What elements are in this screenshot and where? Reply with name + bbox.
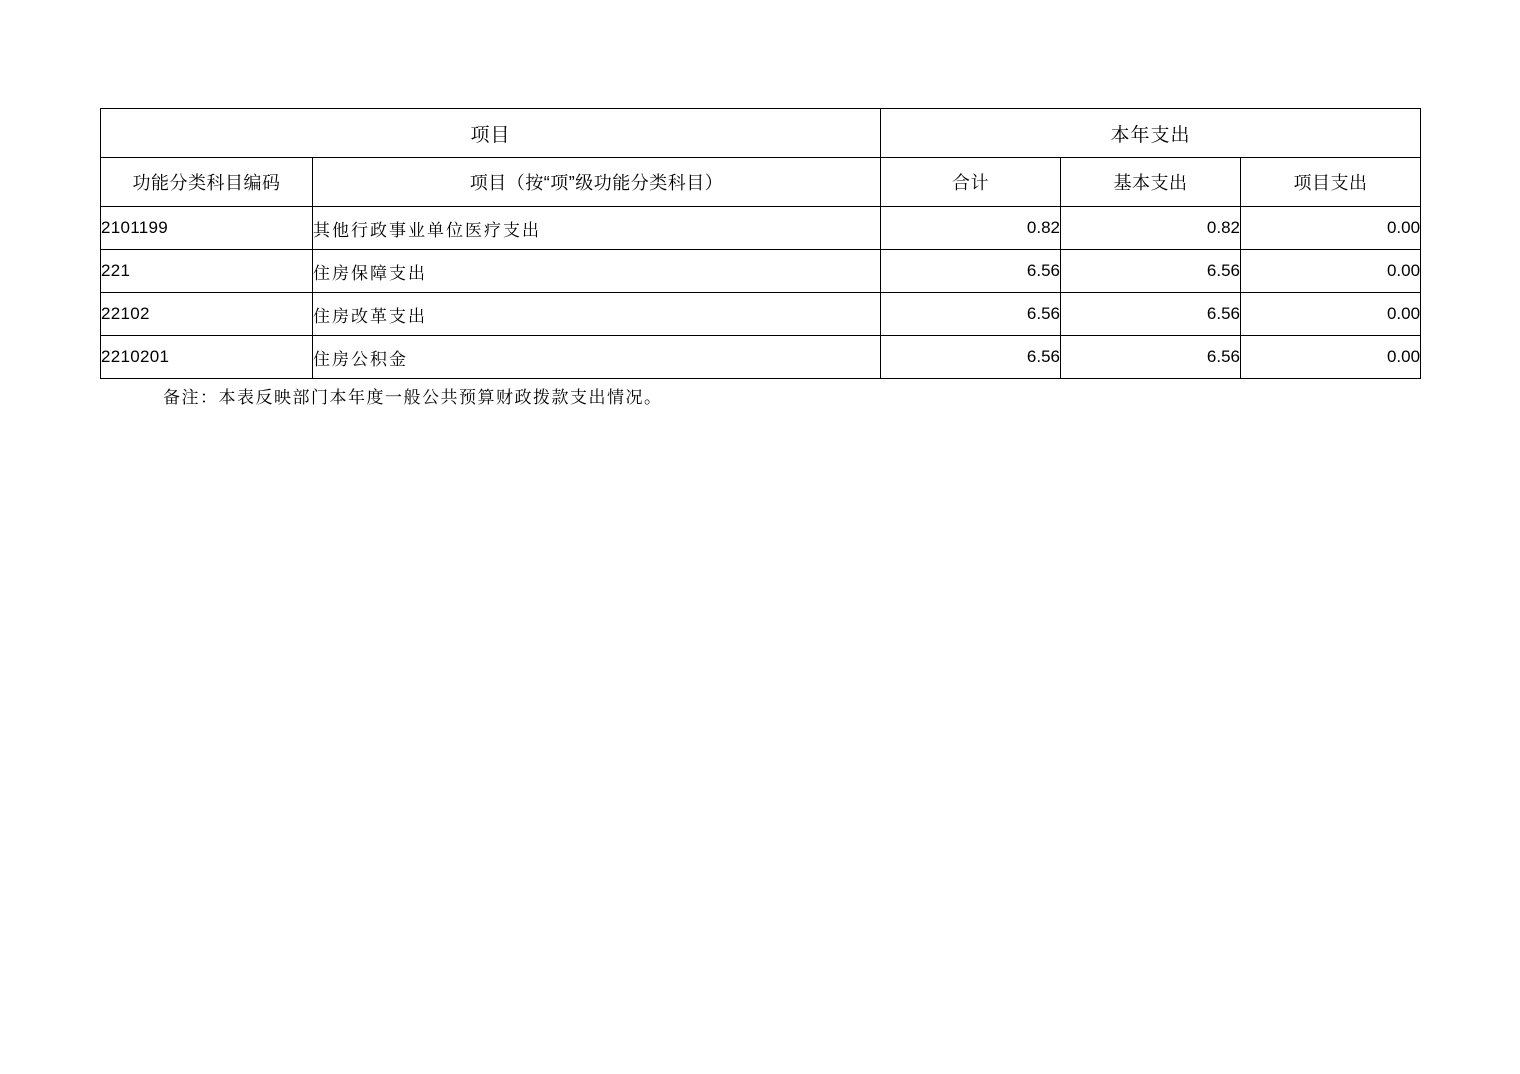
cell-basic: 0.82: [1061, 207, 1241, 250]
header-group-current-year-expenditure: 本年支出: [881, 109, 1421, 158]
table-row: [101, 207, 1421, 250]
cell-project: 0.00: [1241, 293, 1421, 336]
column-header-name: 项目（按“项”级功能分类科目）: [313, 158, 881, 207]
cell-code: 2101199: [101, 207, 313, 250]
cell-total: 0.82: [881, 207, 1061, 250]
table-header-group-row: [101, 109, 1421, 158]
table-row: [101, 336, 1421, 379]
column-header-code: 功能分类科目编码: [101, 158, 313, 207]
table-note: 备注：本表反映部门本年度一般公共预算财政拨款支出情况。: [163, 388, 663, 407]
cell-code: 221: [101, 250, 313, 293]
cell-project: 0.00: [1241, 336, 1421, 379]
cell-code: 22102: [101, 293, 313, 336]
table-header-column-row: [101, 158, 1421, 207]
column-header-basic: 基本支出: [1061, 158, 1241, 207]
cell-name: 住房保障支出: [313, 250, 881, 293]
cell-total: 6.56: [881, 336, 1061, 379]
cell-basic: 6.56: [1061, 293, 1241, 336]
table-body: [101, 207, 1421, 379]
table-header: [101, 109, 1421, 207]
cell-total: 6.56: [881, 293, 1061, 336]
cell-basic: 6.56: [1061, 336, 1241, 379]
table-row: [101, 250, 1421, 293]
cell-name: 其他行政事业单位医疗支出: [313, 207, 881, 250]
column-header-project: 项目支出: [1241, 158, 1421, 207]
cell-project: 0.00: [1241, 250, 1421, 293]
cell-project: 0.00: [1241, 207, 1421, 250]
budget-table: [100, 108, 1421, 379]
cell-basic: 6.56: [1061, 250, 1241, 293]
cell-code: 2210201: [101, 336, 313, 379]
header-group-item: 项目: [101, 109, 881, 158]
cell-name: 住房公积金: [313, 336, 881, 379]
budget-table-container: [100, 108, 1420, 379]
table-row: [101, 293, 1421, 336]
cell-name: 住房改革支出: [313, 293, 881, 336]
column-header-total: 合计: [881, 158, 1061, 207]
cell-total: 6.56: [881, 250, 1061, 293]
